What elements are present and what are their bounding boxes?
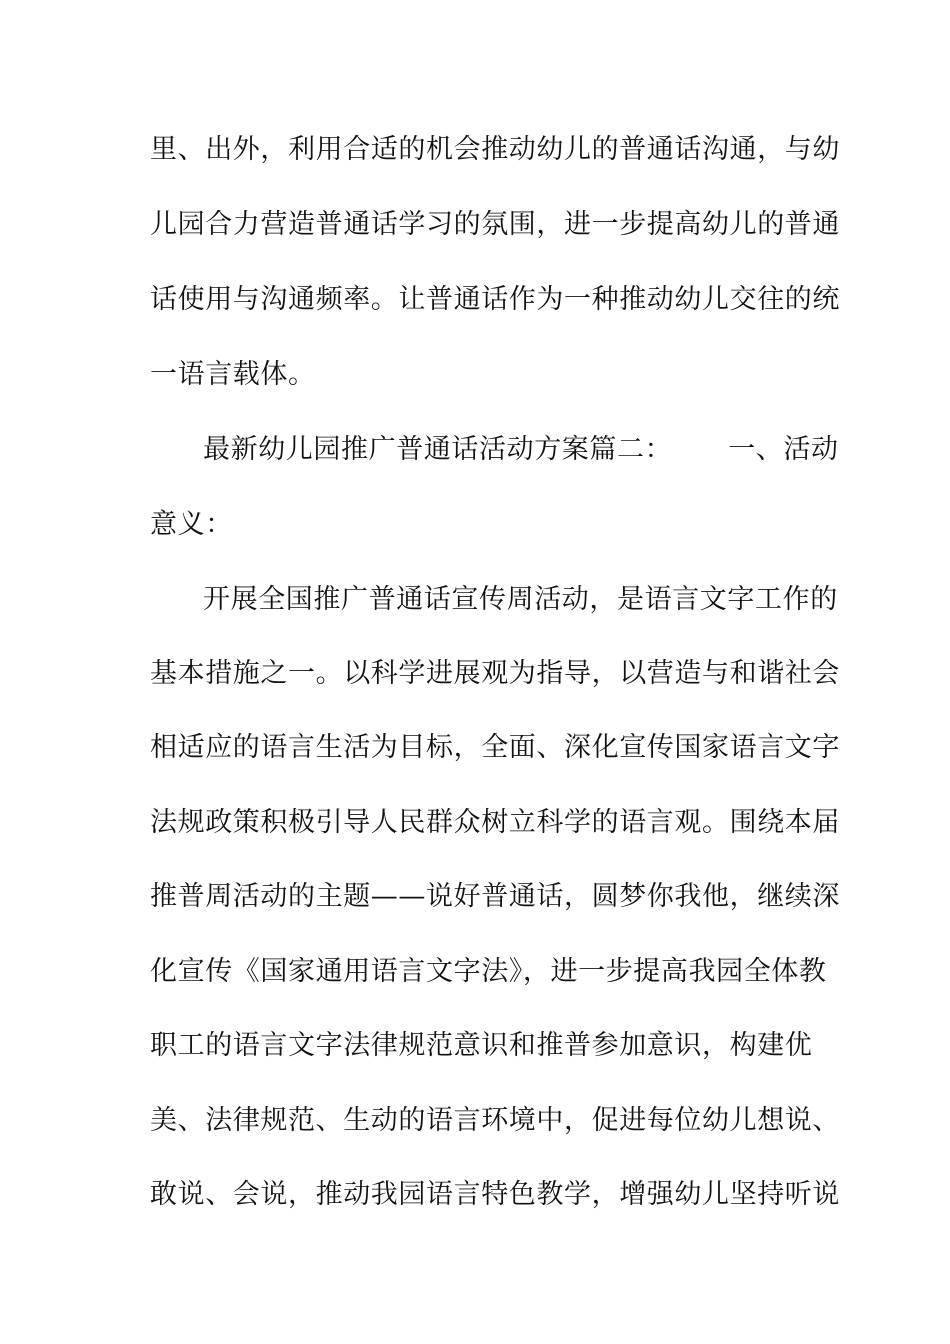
text-line: 意义： xyxy=(150,509,233,540)
section-heading-line xyxy=(203,433,853,467)
text-line: 美、法律规范、生动的语言环境中，促进每位幼儿想说、 xyxy=(150,1105,840,1136)
text-line: 敢说、会说，推动我园语言特色教学，增强幼儿坚持听说 xyxy=(150,1179,840,1210)
text-line: 化宣传《国家通用语言文字法》，进一步提高我园全体教 xyxy=(150,956,827,987)
section-heading: 最新幼儿园推广普通话活动方案篇二： xyxy=(203,434,673,465)
text-line: 推普周活动的主题——说好普通话，圆梦你我他，继续深 xyxy=(150,881,840,912)
text-line: 话使用与沟通频率。让普通话作为一种推动幼儿交往的统 xyxy=(150,284,840,315)
text-line: 法规政策积极引导人民群众树立科学的语言观。围绕本届 xyxy=(150,807,840,838)
text-line: 基本措施之一。以科学进展观为指导，以营造与和谐社会 xyxy=(150,658,840,689)
text-line: 一语言载体。 xyxy=(150,359,316,390)
text-line: 儿园合力营造普通话学习的氛围，进一步提高幼儿的普通 xyxy=(150,209,840,240)
text-line: 里、出外，利用合适的机会推动幼儿的普通话沟通，与幼 xyxy=(150,134,840,165)
subsection-heading: 一、活动 xyxy=(728,434,839,465)
text-line: 相适应的语言生活为目标，全面、深化宣传国家语言文字 xyxy=(150,732,840,763)
text-line: 职工的语言文字法律规范意识和推普参加意识，构建优 xyxy=(150,1030,813,1061)
text-line: 开展全国推广普通话宣传周活动，是语言文字工作的 xyxy=(203,584,838,615)
